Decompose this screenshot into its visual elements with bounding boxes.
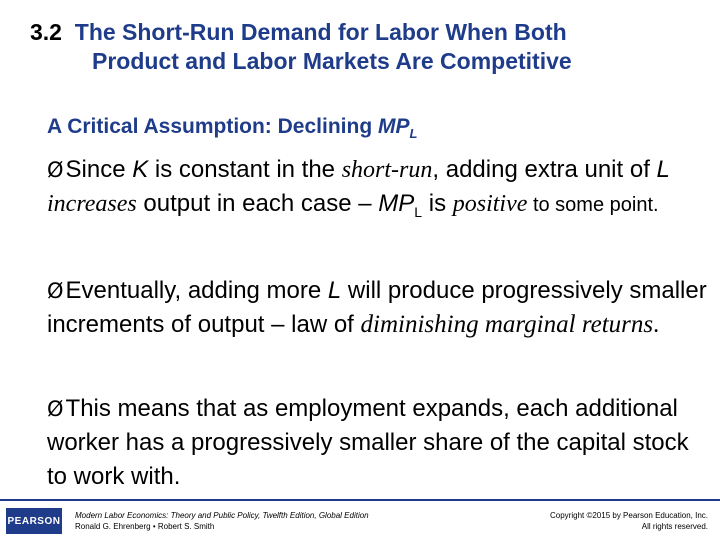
bullet-1-text-c: , adding extra unit of [432,156,657,183]
footer-copyright [550,510,708,532]
bullet-1-positive: positive [452,191,528,217]
bullet-1-text-b: is constant in the [148,156,342,183]
bullet-2-dmr: diminishing marginal returns [360,311,654,338]
bullet-1 [47,153,707,229]
subtitle-mp: MP [377,115,410,138]
bullet-1-text-f: to some point. [527,194,659,216]
bullet-3 [47,392,707,494]
bullet-1-l: L [656,156,670,183]
bullet-1-mp-sub: L [414,203,423,220]
section-number: 3.2 [30,19,62,45]
subtitle-sub: L [409,126,418,142]
bullet-1-text-a: Since [65,156,133,183]
bullet-3-text: This means that as employment expands, each additional worker has a progressively smaller share of the capital stock to work with. [47,395,689,490]
title-line-1: The Short-Run Demand for Labor When Both [74,19,567,45]
arrow-bullet-icon: Ø [47,279,64,303]
bullet-2-text-a: Eventually, adding more [65,277,328,304]
subtitle-text: A Critical Assumption: Declining [47,115,378,138]
bullet-1-text-d: output in each case – [136,190,379,217]
subtitle [47,115,417,141]
bullet-2-l: L [327,277,342,304]
bullet-2 [47,274,707,342]
arrow-bullet-icon: Ø [47,397,64,421]
bullet-1-text-e: is [422,190,453,217]
footer-copyright-line: Copyright ©2015 by Pearson Education, Inc. [550,511,708,520]
footer-divider [0,499,720,501]
bullet-1-increases: increases [47,191,137,217]
pearson-logo: PEARSON [6,508,62,534]
arrow-bullet-icon: Ø [47,158,64,182]
footer-rights-line: All rights reserved. [641,522,708,531]
footer-book-info [75,510,369,532]
bullet-1-k: K [132,156,149,183]
slide-title [30,18,710,76]
bullet-2-text-b: will produce progressively smaller increments of output – law of [47,277,707,338]
footer-book-title: Modern Labor Economics: Theory and Public Policy, Twelfth Edition, Global Edition [75,511,369,520]
bullet-1-mp: MP [378,190,415,217]
bullet-2-period: . [653,312,660,338]
title-line-2: Product and Labor Markets Are Competitive [92,48,572,74]
footer-authors: Ronald G. Ehrenberg • Robert S. Smith [75,522,215,531]
bullet-1-short-run: short-run [341,157,433,183]
